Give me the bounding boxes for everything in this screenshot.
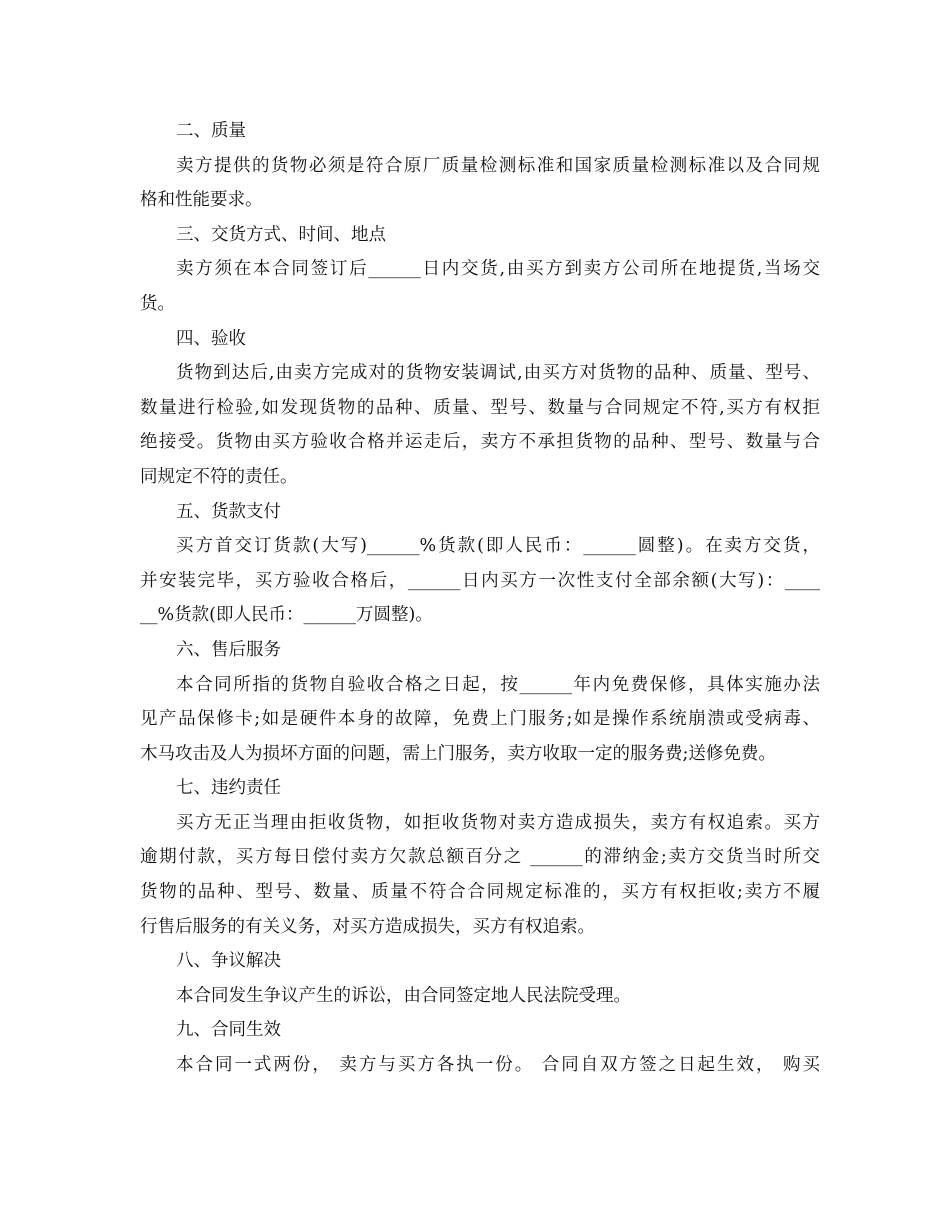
section-heading-acceptance: 四、验收 [176, 328, 246, 349]
paragraph-line: 格和性能要求。 [140, 190, 263, 211]
paragraph-line: 木马攻击及人为损坏方面的问题，需上门服务，卖方收取一定的服务费;送修免费。 [140, 743, 776, 764]
section-heading-liability: 七、违约责任 [176, 778, 281, 799]
section-heading-delivery: 三、交货方式、时间、地点 [176, 224, 386, 245]
paragraph-line: 行售后服务的有关义务，对买方造成损失，买方有权追索。 [140, 916, 595, 937]
paragraph-line: 本合同一式两份， 卖方与买方各执一份。 合同自双方签之日起生效， 购买 [176, 1055, 820, 1076]
paragraph-line: 买方无正当理由拒收货物，如拒收货物对卖方造成损失，卖方有权追索。买方 [176, 812, 820, 833]
paragraph-line: 货。 [140, 293, 175, 314]
paragraph-line: 见产品保修卡;如是硬件本身的故障，免费上门服务;如是操作系统崩溃或受病毒、 [140, 709, 820, 730]
paragraph-line: 逾期付款，买方每日偿付卖方欠款总额百分之 ______的滞纳金;卖方交货当时所交 [140, 847, 820, 868]
paragraph-line: 卖方须在本合同签订后______日内交货,由买方到卖方公司所在地提货,当场交 [176, 259, 820, 280]
paragraph-line: 卖方提供的货物必须是符合原厂质量检测标准和国家质量检测标准以及合同规 [176, 155, 820, 176]
paragraph-line: 同规定不符的责任。 [140, 466, 298, 487]
paragraph-line: 货物的品种、型号、数量、质量不符合合同规定标准的，买方有权拒收;卖方不履 [140, 882, 820, 903]
section-heading-quality: 二、质量 [176, 121, 246, 141]
paragraph-line: 并安装完毕，买方验收合格后，______日内买方一次性支付全部余额(大写)：____ [140, 570, 820, 591]
section-heading-payment: 五、货款支付 [176, 501, 281, 522]
section-heading-after-sales: 六、售后服务 [176, 639, 281, 660]
paragraph-line: 买方首交订货款(大写)______%货款(即人民币：______圆整)。在卖方交货， [176, 536, 820, 557]
paragraph-line: 本合同发生争议产生的诉讼，由合同签定地人民法院受理。 [176, 985, 631, 1006]
paragraph-line: 货物到达后,由卖方完成对的货物安装调试,由买方对货物的品种、质量、型号、 [176, 363, 820, 384]
section-heading-effect: 九、合同生效 [176, 1020, 281, 1041]
paragraph-line: 数量进行检验,如发现货物的品种、质量、型号、数量与合同规定不符,买方有权拒 [140, 397, 820, 418]
paragraph-line: __%货款(即人民币：______万圆整)。 [140, 605, 433, 626]
document-body [140, 114, 820, 1083]
paragraph-line: 本合同所指的货物自验收合格之日起，按______年内免费保修，具体实施办法 [176, 674, 820, 695]
paragraph-line: 绝接受。货物由买方验收合格并运走后，卖方不承担货物的品种、型号、数量与合 [140, 432, 820, 453]
section-heading-dispute: 八、争议解决 [176, 951, 281, 972]
